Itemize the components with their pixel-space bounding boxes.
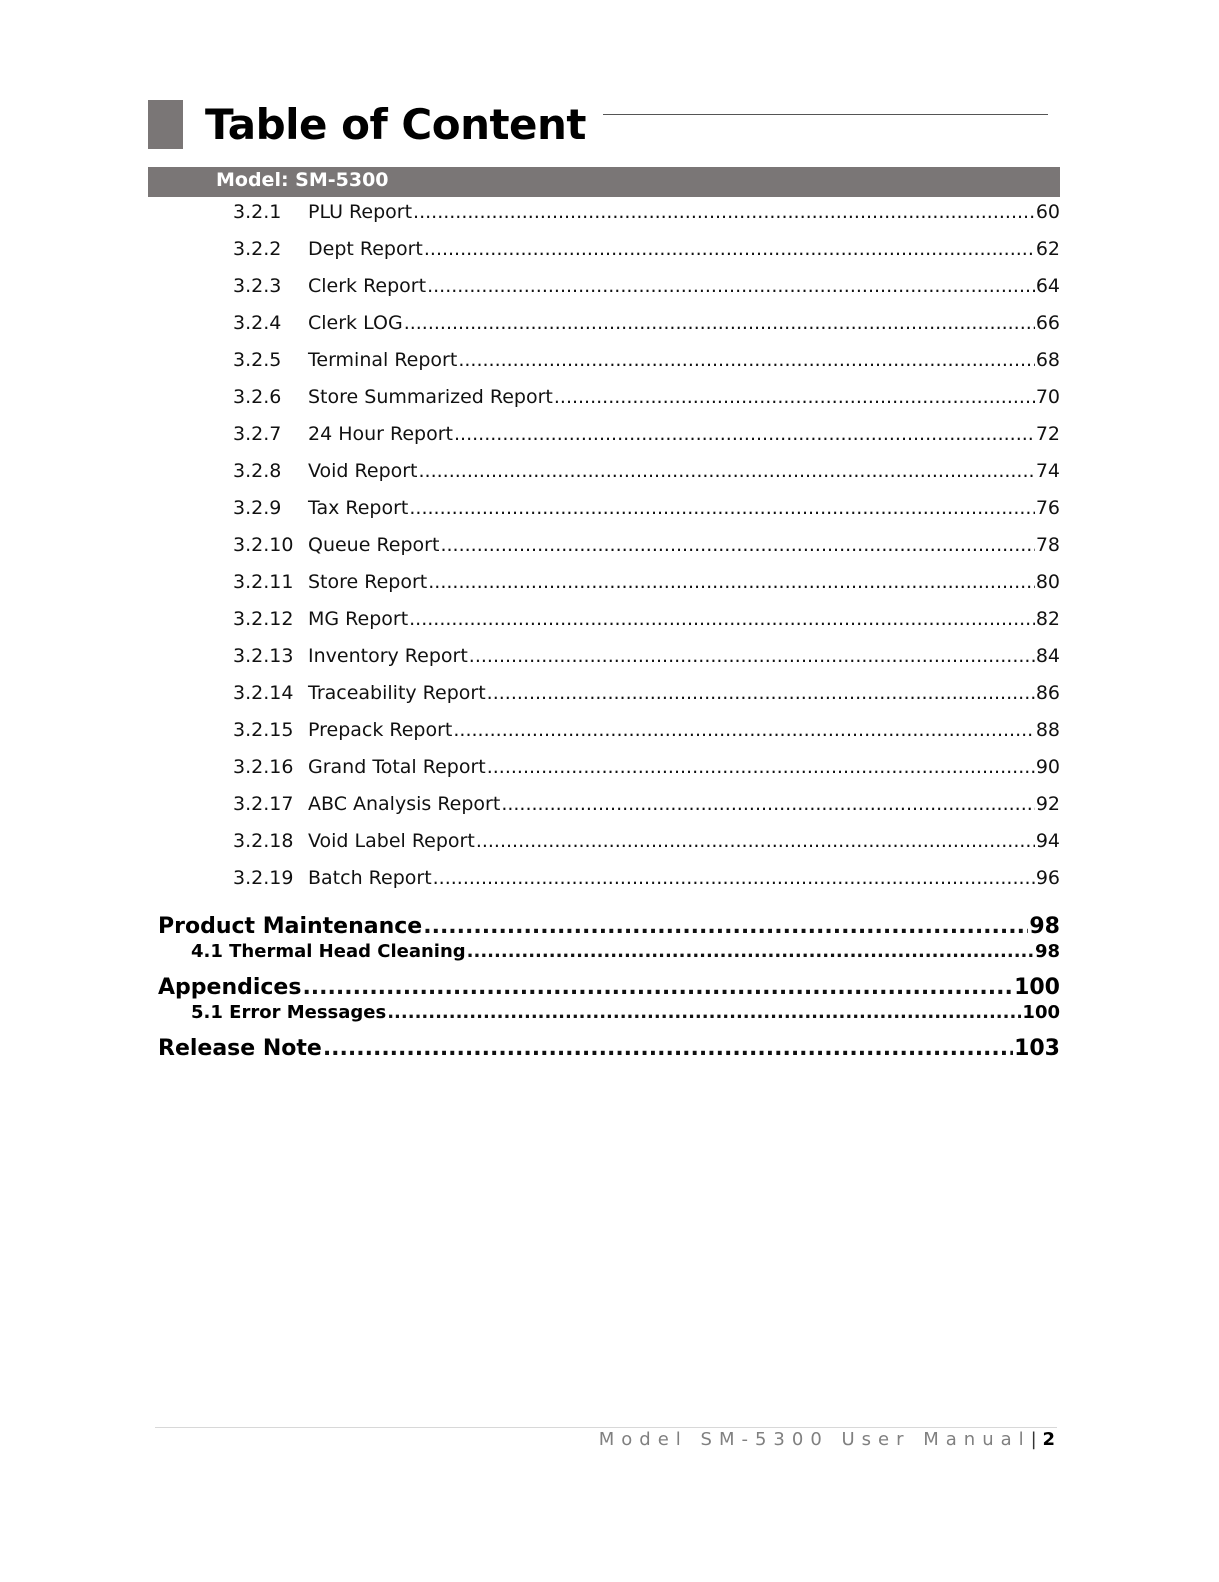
toc-chapter-page: 98 [1029,914,1060,939]
toc-entry-label: Store Summarized Report [308,386,553,408]
toc-entry-number: 3.2.3 [233,275,282,297]
toc-entry-page: 74 [1035,460,1060,482]
toc-entry-number: 3.2.17 [233,793,294,815]
toc-entry-page: 84 [1035,645,1060,667]
toc-entry-page: 80 [1035,571,1060,593]
toc-section-page: 100 [1022,1002,1060,1023]
toc-entry-number: 3.2.19 [233,867,294,889]
toc-entry-page: 96 [1035,867,1060,889]
dot-leader [469,641,1035,671]
toc-entry-label: Inventory Report [308,645,468,667]
toc-entry-label: 24 Hour Report [308,423,454,445]
toc-chapter-release-note[interactable] [158,1034,1060,1064]
dot-leader [554,382,1035,412]
toc-entry-page: 64 [1035,275,1060,297]
toc-entry[interactable] [233,604,1060,634]
toc-entry-page: 90 [1035,756,1060,778]
toc-entry-number: 3.2.14 [233,682,294,704]
dot-leader [487,678,1035,708]
toc-entry-number: 3.2.4 [233,312,282,334]
dot-leader [409,493,1034,523]
toc-entry-label: Queue Report [308,534,440,556]
dot-leader [409,604,1035,634]
title-divider [603,114,1048,115]
dot-leader [433,863,1035,893]
toc-entry-number: 3.2.10 [233,534,294,556]
dot-leader [501,789,1035,819]
toc-section-page: 98 [1034,941,1060,962]
dot-leader [476,826,1035,856]
toc-entry-number: 3.2.5 [233,349,282,371]
toc-entry[interactable] [233,234,1060,264]
dot-leader [387,1000,1021,1026]
toc-entry-label: Clerk LOG [308,312,403,334]
toc-entry-label: Dept Report [308,238,423,260]
toc-entry-page: 94 [1035,830,1060,852]
toc-entry[interactable] [233,789,1060,819]
toc-entry[interactable] [233,678,1060,708]
toc-entry-number: 3.2.18 [233,830,294,852]
toc-entry-page: 62 [1035,238,1060,260]
footer-page-number: 2 [1042,1429,1055,1450]
toc-chapter-page: 103 [1014,1036,1060,1061]
toc-entry-label: Clerk Report [308,275,427,297]
toc-entry-number: 3.2.12 [233,608,294,630]
title-accent-block [148,100,183,149]
footer-manual-title: Model SM-5300 User Manual [598,1429,1031,1450]
toc-chapter-product-maintenance[interactable] [158,912,1060,942]
toc-entry[interactable] [233,826,1060,856]
toc-chapter-label: Release Note [158,1036,322,1061]
toc-entry-number: 3.2.1 [233,201,282,223]
toc-entry[interactable] [233,271,1060,301]
toc-entry-page: 88 [1035,719,1060,741]
toc-entry-label: MG Report [308,608,409,630]
toc-entry-number: 3.2.13 [233,645,294,667]
toc-entry-label: Terminal Report [308,349,458,371]
toc-entry-page: 92 [1035,793,1060,815]
toc-entry[interactable] [233,308,1060,338]
toc-entry-page: 86 [1035,682,1060,704]
dot-leader [487,752,1035,782]
toc-chapter-appendices[interactable] [158,973,1060,1003]
toc-entry-label: Store Report [308,571,428,593]
dot-leader [467,939,1034,965]
toc-entry[interactable] [233,345,1060,375]
toc-entry-page: 72 [1035,423,1060,445]
dot-leader [413,197,1035,227]
dot-leader [427,271,1035,301]
toc-entry-label: Grand Total Report [308,756,486,778]
toc-entry[interactable] [233,493,1060,523]
toc-entry-page: 60 [1035,201,1060,223]
toc-entry[interactable] [233,382,1060,412]
toc-entry-label: Traceability Report [308,682,486,704]
toc-entry-number: 3.2.2 [233,238,282,260]
footer-separator: | [1030,1429,1037,1450]
dot-leader [404,308,1035,338]
toc-entry-number: 3.2.7 [233,423,282,445]
toc-entry-page: 78 [1035,534,1060,556]
model-banner [148,167,1060,197]
toc-entry-page: 68 [1035,349,1060,371]
toc-entry-number: 3.2.16 [233,756,294,778]
dot-leader [423,912,1028,942]
toc-entry-number: 3.2.15 [233,719,294,741]
toc-entry-page: 70 [1035,386,1060,408]
dot-leader [453,715,1034,745]
toc-section-thermal-head-cleaning[interactable] [191,939,1060,965]
toc-section-label: 4.1 Thermal Head Cleaning [191,941,466,962]
toc-entry[interactable] [233,419,1060,449]
toc-chapter-label: Appendices [158,975,302,1000]
toc-entry-label: PLU Report [308,201,413,223]
dot-leader [428,567,1035,597]
toc-entry-page: 76 [1035,497,1060,519]
toc-entry-label: Void Report [308,460,418,482]
toc-chapter-label: Product Maintenance [158,914,423,939]
toc-entry-page: 82 [1035,608,1060,630]
toc-entry-number: 3.2.6 [233,386,282,408]
page-title: Table of Content [205,100,587,149]
toc-entry[interactable] [233,715,1060,745]
toc-entry-number: 3.2.11 [233,571,294,593]
dot-leader [454,419,1035,449]
toc-entry[interactable] [233,456,1060,486]
toc-entry[interactable] [233,530,1060,560]
toc-entry[interactable] [233,752,1060,782]
toc-entry[interactable] [233,197,1060,227]
model-label: Model: SM-5300 [216,169,389,191]
toc-entry[interactable] [233,567,1060,597]
toc-entry-label: Batch Report [308,867,432,889]
dot-leader [419,456,1035,486]
toc-chapter-page: 100 [1014,975,1060,1000]
toc-entry-label: Prepack Report [308,719,453,741]
page-footer [599,1428,1055,1452]
dot-leader [440,530,1034,560]
toc-entry-number: 3.2.9 [233,497,282,519]
toc-entry[interactable] [233,863,1060,893]
toc-entry-number: 3.2.8 [233,460,282,482]
toc-entry-label: Tax Report [308,497,409,519]
toc-entry-label: ABC Analysis Report [308,793,501,815]
dot-leader [323,1034,1013,1064]
dot-leader [424,234,1035,264]
toc-entry-label: Void Label Report [308,830,475,852]
toc-section-label: 5.1 Error Messages [191,1002,387,1023]
toc-section-error-messages[interactable] [191,1000,1060,1026]
toc-entry-page: 66 [1035,312,1060,334]
dot-leader [302,973,1013,1003]
dot-leader [458,345,1034,375]
toc-entry[interactable] [233,641,1060,671]
